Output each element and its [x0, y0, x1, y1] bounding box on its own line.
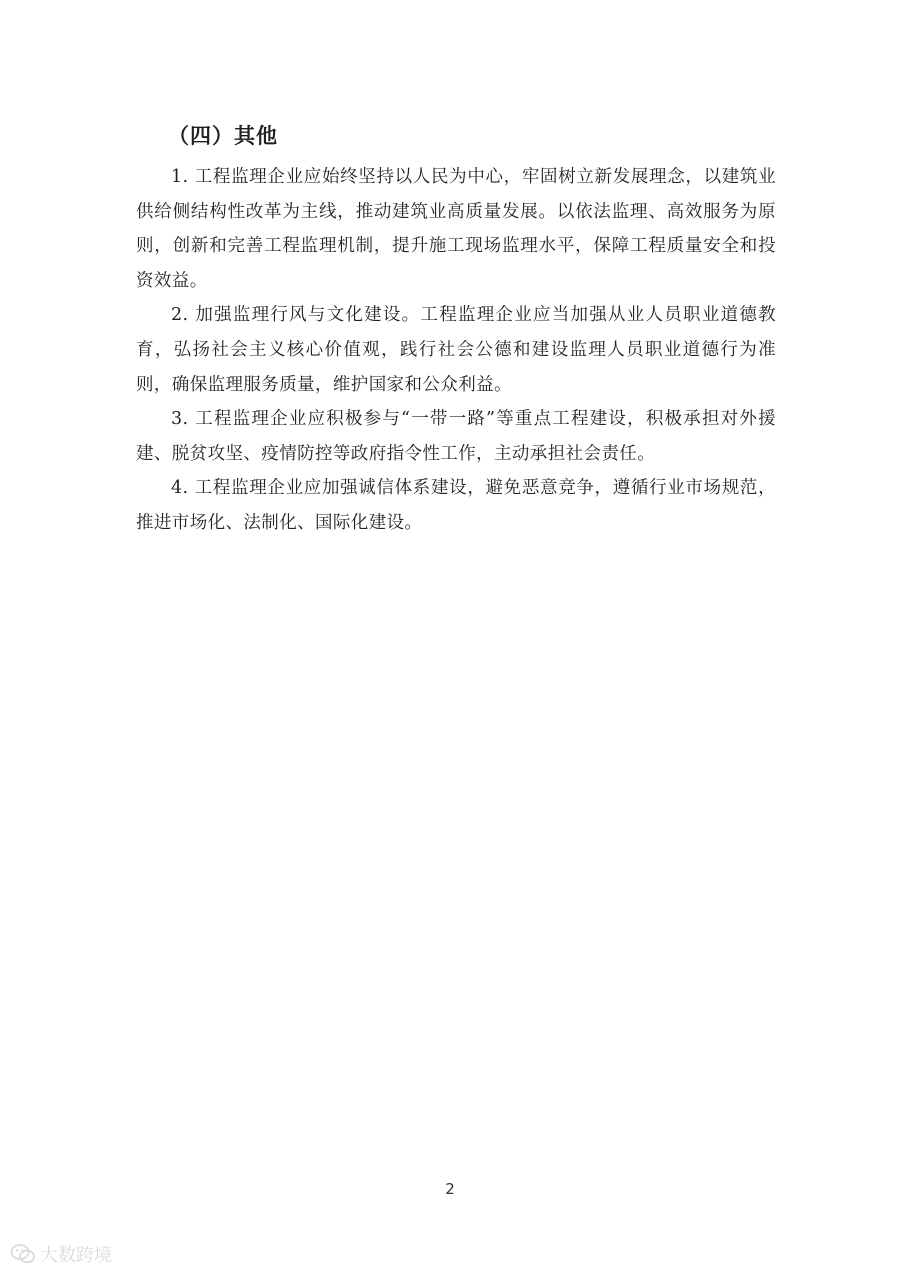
wechat-logo-icon: [10, 1243, 36, 1265]
paragraph-2: 2. 加强监理行风与文化建设。工程监理企业应当加强从业人员职业道德教育，弘扬社会主义核心价值观，践行社会公德和建设监理人员职业道德行为准则，确保监理服务质量，维护国家和公众利益。: [136, 305, 776, 395]
paragraph-4: 4. 工程监理企业应加强诚信体系建设，避免恶意竞争，遵循行业市场规范，推进市场化、法制化、国际化建设。: [136, 478, 776, 533]
watermark-text: 大数跨境: [40, 1245, 112, 1266]
paragraph-1: 1. 工程监理企业应始终坚持以人民为中心，牢固树立新发展理念，以建筑业供给侧结构性改革为主线，推动建筑业高质量发展。以依法监理、高效服务为原则，创新和完善工程监理机制，提升施工现场监理水平，保障工程质量安全和投资效益。: [136, 167, 776, 291]
watermark: [10, 1241, 112, 1267]
body-text: [136, 160, 776, 541]
page-number: 2: [445, 1180, 455, 1198]
paragraph-3: 3. 工程监理企业应积极参与“一带一路”等重点工程建设，积极承担对外援建、脱贫攻坚、疫情防控等政府指令性工作，主动承担社会责任。: [136, 409, 776, 464]
section-heading: （四）其他: [168, 124, 278, 148]
